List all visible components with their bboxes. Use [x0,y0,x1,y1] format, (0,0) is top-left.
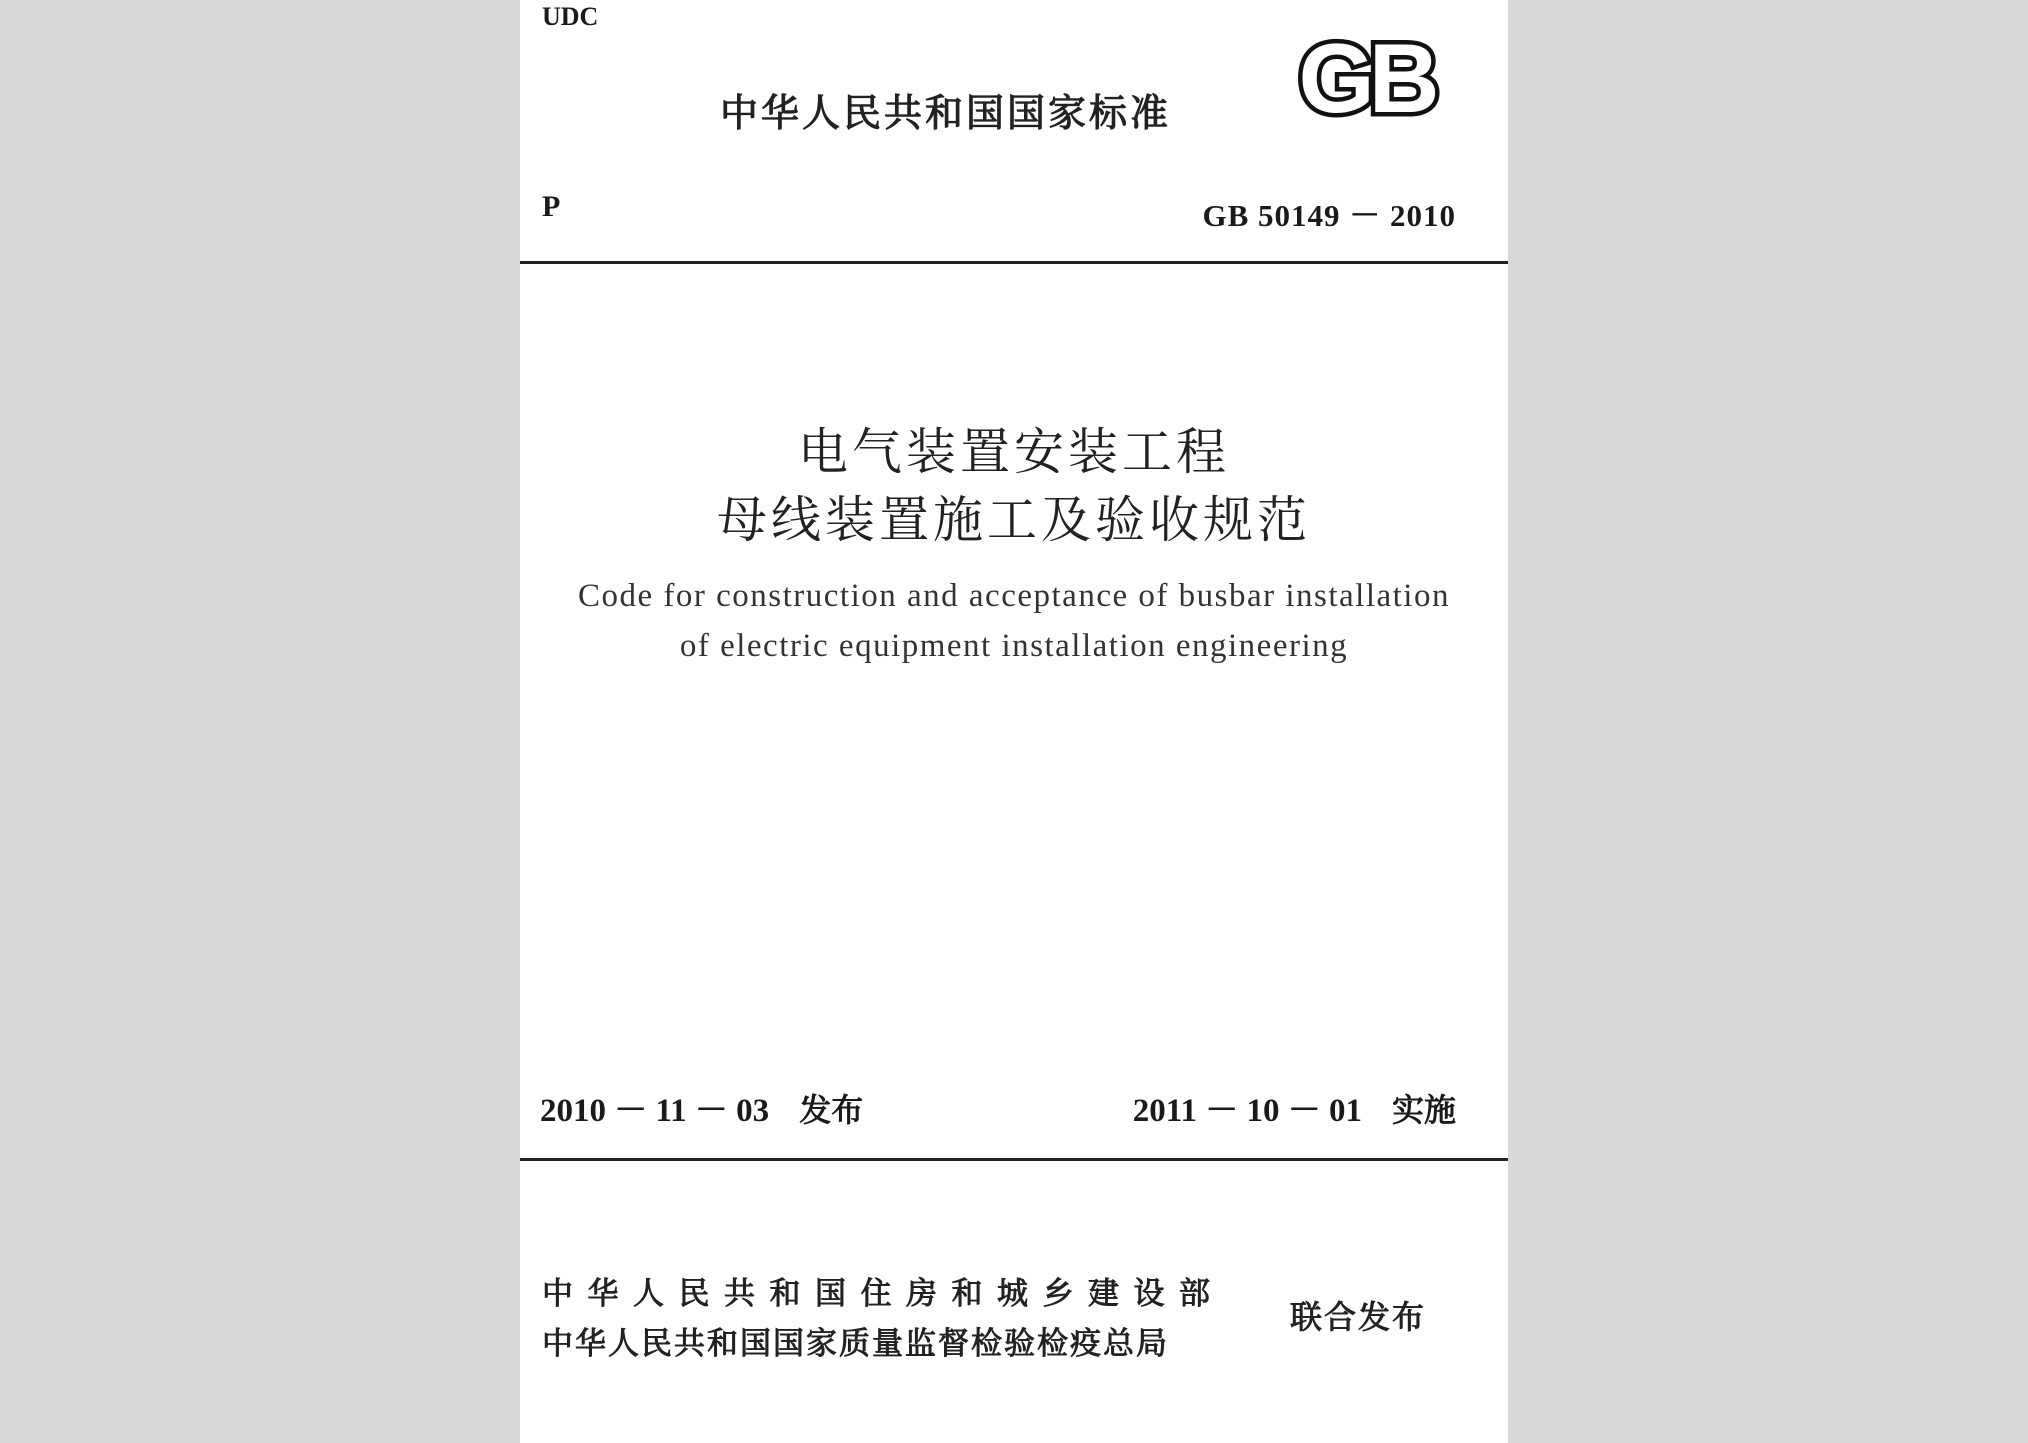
joint-issue-label: 联合发布 [1290,1298,1427,1336]
issuer-aqsiq: 中华人民共和国国家质量监督检验检疫总局 [542,1326,1169,1362]
title-en-line1: Code for construction and acceptance of busbar installation [578,578,1450,614]
issue-date: 2010 － 11 － 03 [540,1093,770,1129]
implement-label: 实施 [1391,1091,1456,1129]
issue-label: 发布 [799,1091,864,1129]
implement-date-block [1133,1084,1456,1131]
issuer-ministry-housing: 中华人民共和国住房和城乡建设部 [542,1276,1225,1312]
title-zh-line2: 母线装置施工及验收规范 [717,492,1311,548]
standard-number: GB 50149 － 2010 [1202,198,1456,233]
issue-date-block [540,1084,863,1131]
standard-cover-page [520,0,1508,1443]
implement-date: 2011 － 10 － 01 [1132,1093,1362,1129]
svg-text:GB: GB [1298,30,1434,126]
gb-logo-icon [1272,30,1460,126]
udc-label: UDC [542,2,599,31]
national-standard-heading: 中华人民共和国国家标准 [720,91,1172,135]
top-divider [520,261,1508,264]
bottom-divider [520,1158,1508,1161]
title-en-line2: of electric equipment installation engineering [679,628,1349,664]
title-zh-line1: 电气装置安装工程 [798,424,1230,480]
category-code: P [542,190,561,223]
